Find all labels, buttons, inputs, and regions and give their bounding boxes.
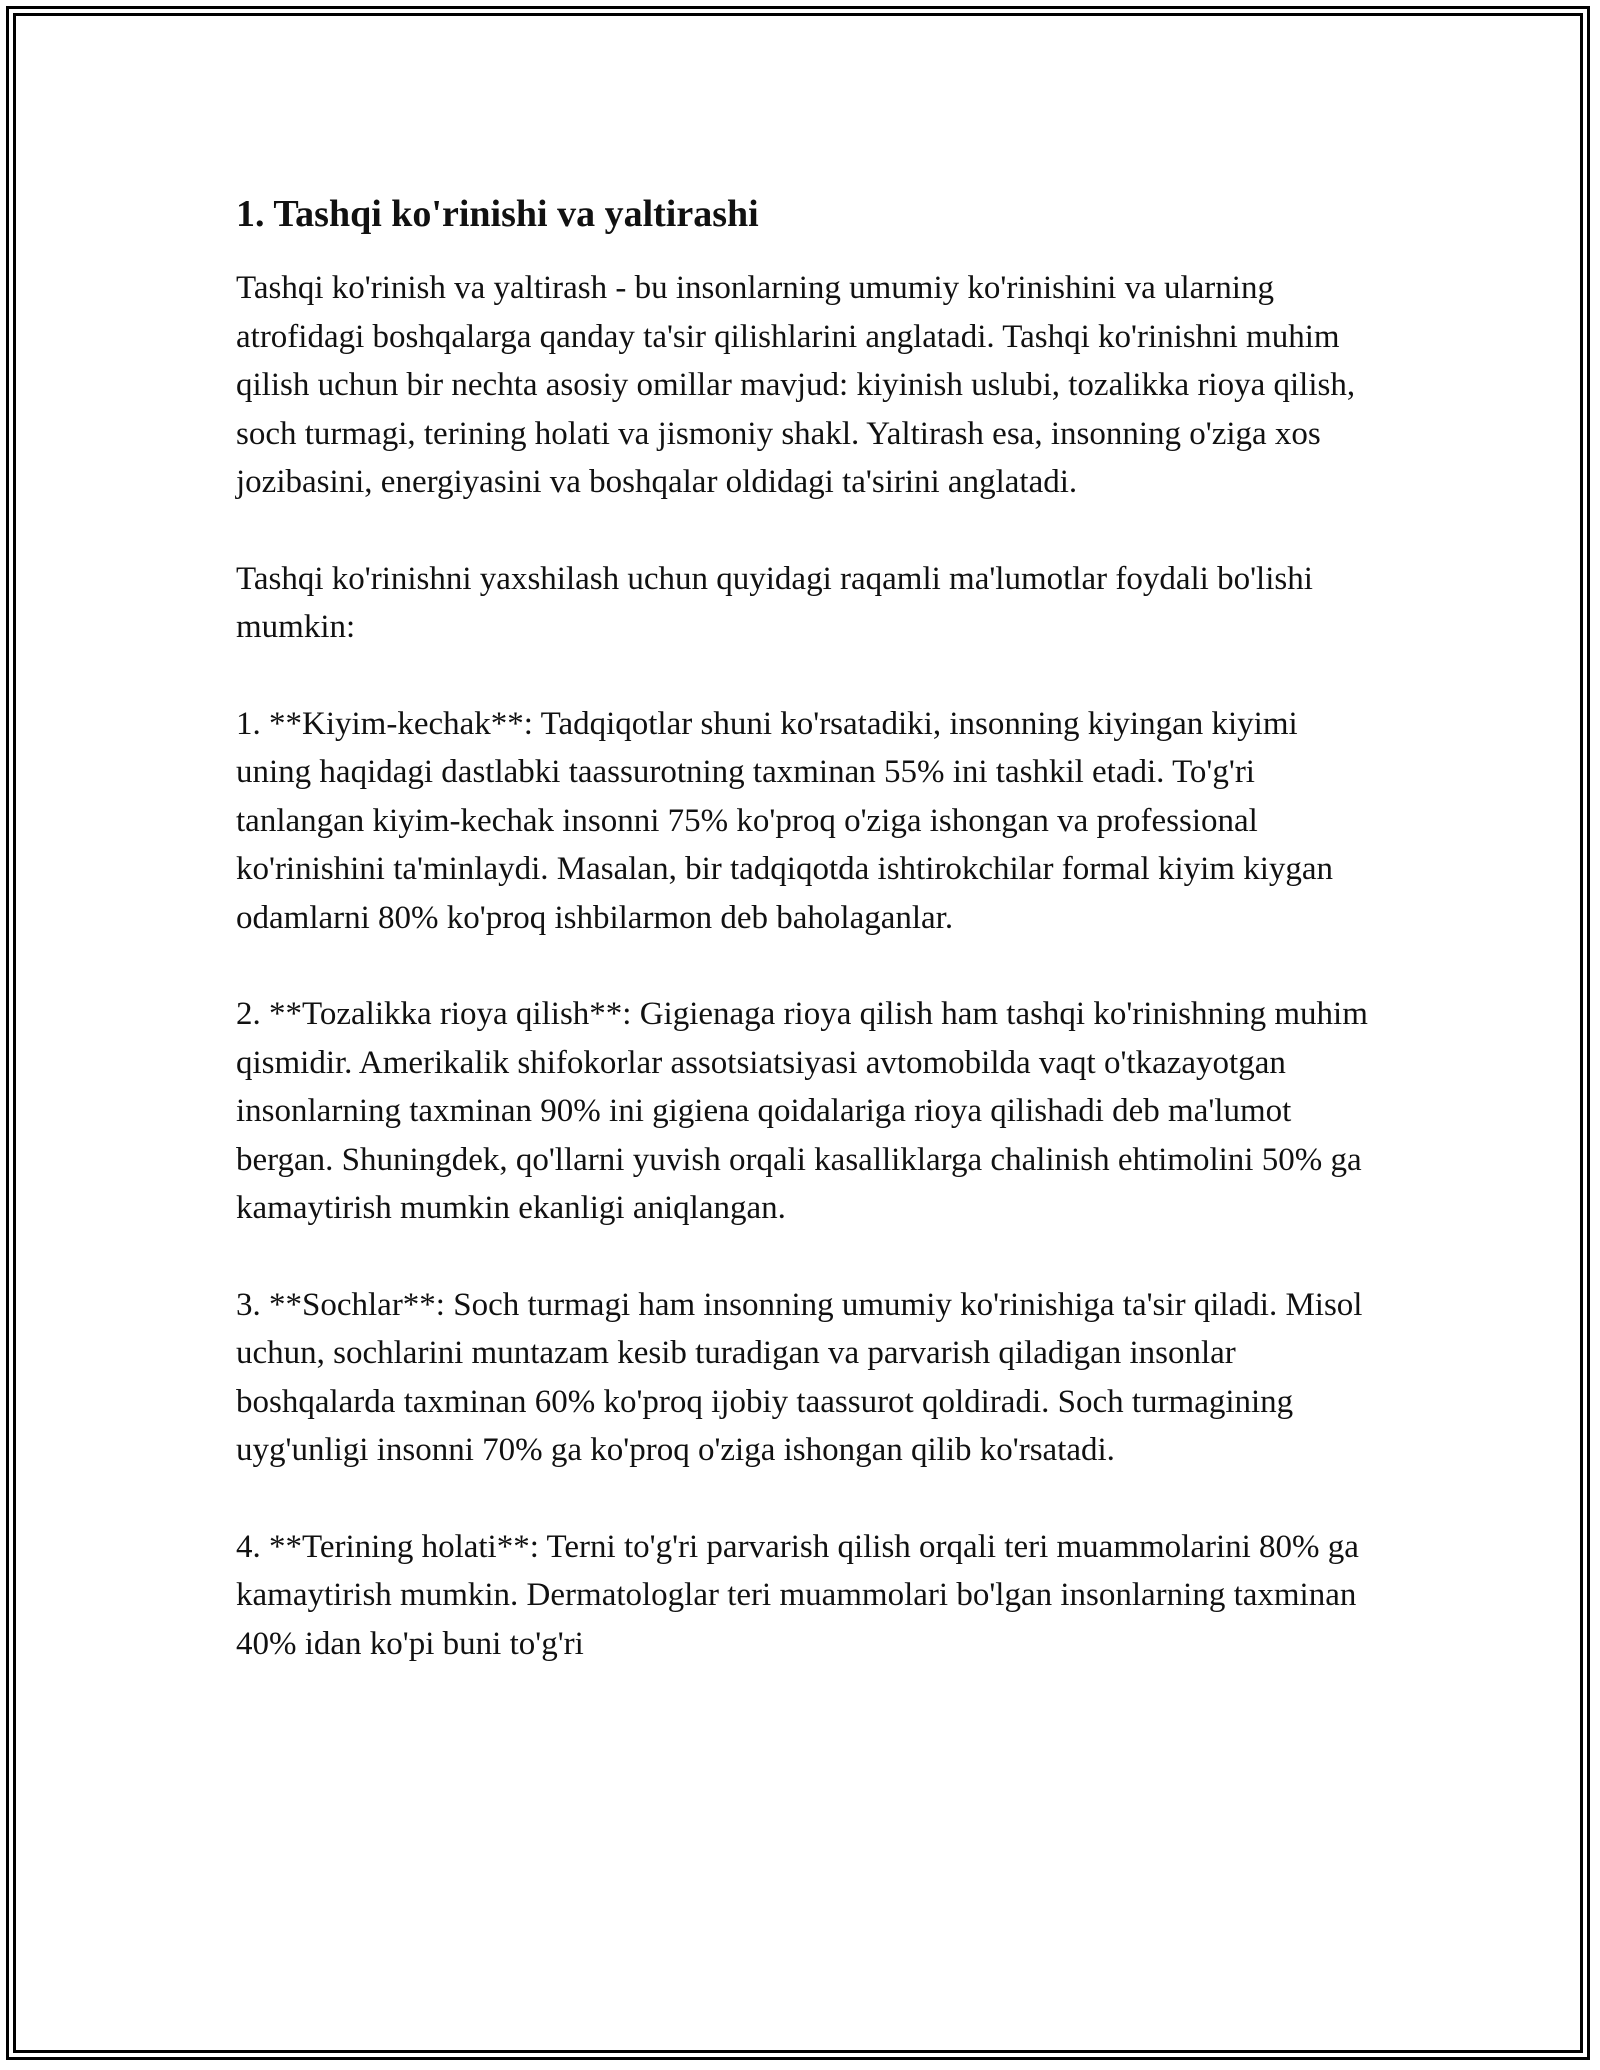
data-intro-paragraph: Tashqi ko'rinishni yaxshilash uchun quyidagi raqamli ma'lumotlar foydali bo'lishi mumkin: xyxy=(236,560,1313,645)
list-item-hygiene: 2. **Tozalikka rioya qilish**: Gigienaga rioya qilish ham tashqi ko'rinishning muhim qismidir. Amerikalik shifokorlar assotsiatsiyasi avtomobilda vaqt o'tkazayotgan insonlarning taxminan 90% ini gigiena qoidalariga rioya qilishadi deb ma'lumot bergan. Shuningdek, qo'llarni yuvish orqali kasalliklarga chalinish ehtimolini 50% ga kamaytirish mumkin ekanligi aniqlangan. xyxy=(236,996,1368,1226)
section-heading: 1. Tashqi ko'rinishi va yaltirashi xyxy=(236,193,759,235)
document-body xyxy=(236,186,1376,1716)
list-item-hair: 3. **Sochlar**: Soch turmagi ham insonning umumiy ko'rinishiga ta'sir qiladi. Misol uchun, sochlarini muntazam kesib turadigan va parvarish qiladigan insonlar boshqalarda taxminan 60% ko'proq ijobiy taassurot qoldiradi. Soch turmagining uyg'unligi insonni 70% ga ko'proq o'ziga ishongan qilib ko'rsatadi. xyxy=(236,1286,1363,1468)
list-item-skin: 4. **Terining holati**: Terni to'g'ri parvarish qilish orqali teri muammolarini 80% ga kamaytirish mumkin. Dermatologlar teri muammolari bo'lgan insonlarning taxminan 40% idan ko'pi buni to'g'ri xyxy=(236,1528,1359,1662)
list-item-clothing: 1. **Kiyim-kechak**: Tadqiqotlar shuni ko'rsatadiki, insonning kiyingan kiyimi uning haqidagi dastlabki taassurotning taxminan 55% ini tashkil etadi. To'g'ri tanlangan kiyim-kechak insonni 75% ko'proq o'ziga ishongan va professional ko'rinishini ta'minlaydi. Masalan, bir tadqiqotda ishtirokchilar formal kiyim kiygan odamlarni 80% ko'proq ishbilarmon deb baholaganlar. xyxy=(236,705,1334,936)
intro-paragraph: Tashqi ko'rinish va yaltirash - bu insonlarning umumiy ko'rinishini va ularning atrofidagi boshqalarga qanday ta'sir qilishlarini anglatadi. Tashqi ko'rinishni muhim qilish uchun bir nechta asosiy omillar mavjud: kiyinish uslubi, tozalikka rioya qilish, soch turmagi, terining holati va jismoniy shakl. Yaltirash esa, insonning o'ziga xos jozibasini, energiyasini va boshqalar oldidagi ta'sirini anglatadi. xyxy=(236,270,1356,500)
